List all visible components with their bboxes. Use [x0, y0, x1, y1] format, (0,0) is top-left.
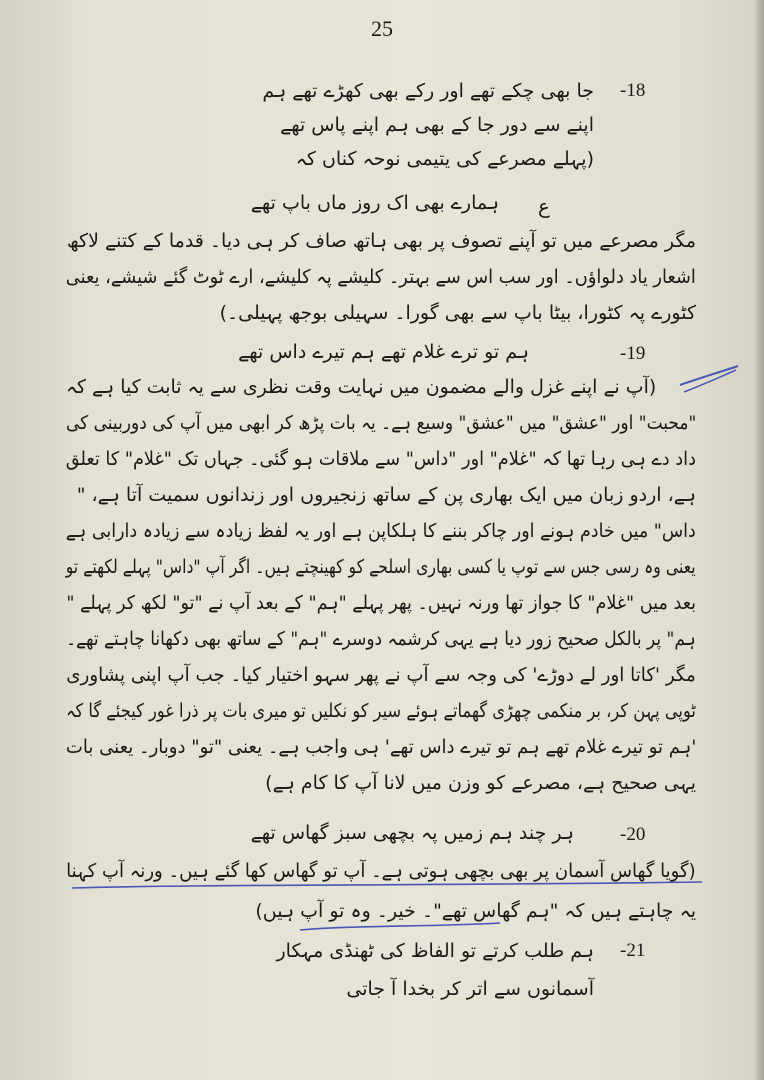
couplet-number-18: -18 — [620, 80, 646, 101]
commentary-19-line-5: داس" میں خادم ہونے اور چاکر بننے کا ہلکاپن ہے اور یہ لفظ زیادہ سے زیادہ دارابی ہے — [65, 520, 696, 542]
commentary-19-line-2: "محبت" اور "عشق" میں "عشق" وسیع ہے۔ یہ بات پڑھ کر ابھی میں آپ کی دوربینی کی — [65, 412, 696, 434]
couplet-number-21: -21 — [620, 940, 646, 961]
pen-underline-2 — [300, 923, 500, 930]
couplet-number-20: -20 — [620, 824, 646, 845]
commentary-19-line-11: 'ہم تو تیرے غلام تھے ہم تو تیرے داس تھے' ہی واجب ہے۔ یعنی "تو" دوبار۔ یعنی بات — [65, 736, 696, 758]
couplet-18-line-1: جا بھی چکے تھے اور رکے بھی کھڑے تھے ہم — [262, 80, 594, 102]
verse-marker-ain: ع — [538, 194, 550, 218]
commentary-19-line-1: (آپ نے اپنے غزل والے مضمون میں نہایت وقت نظری سے یہ ثابت کیا ہے کہ — [65, 376, 656, 398]
commentary-19-line-9: مگر 'کاتا اور لے دوڑے' کی وجہ سے آپ نے پھر سہو اختیار کیا۔ جب آپ اپنی پشاوری — [66, 664, 696, 686]
commentary-18-line-3: کٹورے پہ کٹورا، بیٹا باپ سے بھی گورا۔ سہیلی بوجھ پہیلی۔) — [219, 302, 696, 324]
couplet-number-19: -19 — [620, 343, 646, 364]
commentary-19-line-3: داد دے ہی رہا تھا کہ "غلام" اور "داس" سے ملاقات ہو گئی۔ جہاں تک "غلام" کا تعلق — [65, 448, 696, 470]
commentary-19-line-4: ہے، اردو زبان میں ایک بھاری پن کے ساتھ زنجیروں اور زندانوں سمیت آتا ہے، " — [76, 484, 696, 506]
commentary-19-line-8: ہم" پر بالکل صحیح زور دیا ہے یہی کرشمہ دوسرے "ہم" کے ساتھ بھی دکھانا چاہتے تھے۔ — [66, 628, 696, 650]
page-number: 25 — [371, 16, 393, 41]
commentary-20-line-1: (گویا گھاس آسمان پر بھی بچھی ہوتی ہے۔ آپ تو گھاس کھا گئے ہیں۔ ورنہ آپ کہنا — [66, 860, 696, 882]
couplet-18-line-2: اپنے سے دور جا کے بھی ہم اپنے پاس تھے — [280, 114, 594, 136]
commentary-19-line-12: یہی صحیح ہے، مصرعے کو وزن میں لانا آپ کا کام ہے) — [265, 772, 696, 794]
commentary-18-line-2: اشعار یاد دلواؤں۔ اور سب اس سے بہتر۔ کلیشے پہ کلیشے، ارے ٹوٹ گئے شیشے، یعنی — [65, 266, 696, 288]
commentary-18-line-1: مگر مصرعے میں تو آپنے تصوف پر بھی ہاتھ صاف کر ہی دیا۔ قدما کے کتنے لاکھ — [67, 230, 696, 252]
commentary-19-line-10: ٹوپی پہن کر، بر منکمی چھڑی گھماتے ہوئے سیر کو نکلیں تو میری بات پر ذرا غور کیجئے گا کہ — [66, 700, 696, 722]
couplet-20-line-1: ہر چند ہم زمیں پہ بچھی سبز گھاس تھے — [250, 822, 574, 844]
couplet-19-line-1: ہم تو ترے غلام تھے ہم تیرے داس تھے — [238, 341, 529, 363]
commentary-18-intro: (پہلے مصرعے کی یتیمی نوحہ کناں کہ — [295, 148, 594, 170]
couplet-21-line-1: ہم طلب کرتے تو الفاظ کی ٹھنڈی مہکار — [276, 940, 594, 962]
commentary-20-line-2: یہ چاہتے ہیں کہ "ہم گھاس تھے"۔ خیر۔ وہ تو آپ ہیں) — [255, 900, 696, 922]
pen-underline-1 — [72, 882, 702, 888]
commentary-19-line-7: بعد میں "غلام" کا جواز تھا ورنہ نہیں۔ پھر پہلے "ہم" کے بعد آپ نے "تو" لکھ کر پہلے " — [66, 592, 696, 614]
commentary-18-quote: ہمارے بھی اک روز ماں باپ تھے — [250, 192, 499, 214]
commentary-19-line-6: یعنی وہ رسی جس سے توپ یا کسی بھاری اسلحے کو کھینچتے ہیں۔ اگر آپ "داس" پہلے لکھتے تو — [66, 556, 696, 578]
couplet-21-line-2: آسمانوں سے اتر کر بخدا آ جاتی — [346, 978, 594, 1000]
